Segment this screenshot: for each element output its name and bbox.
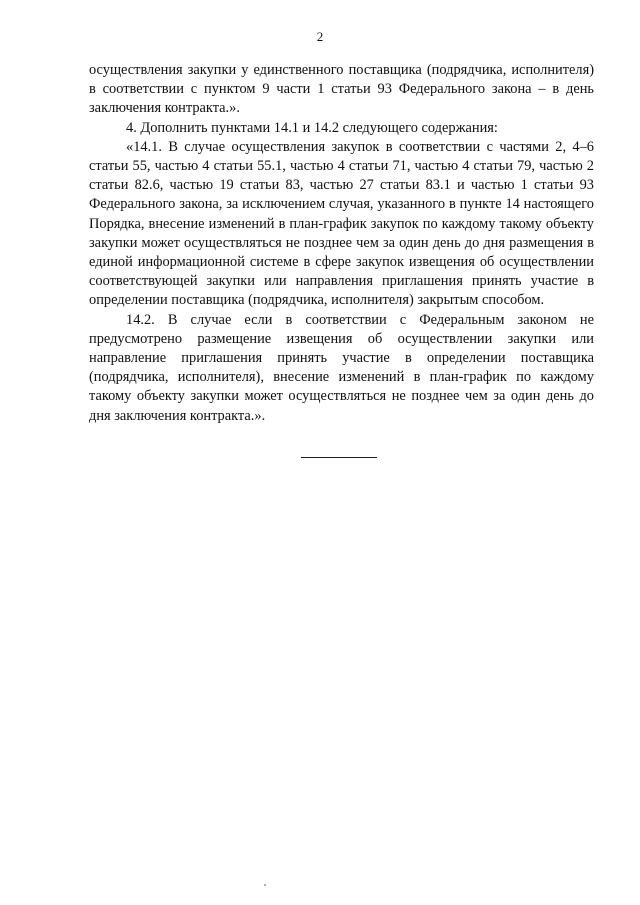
paragraph-continuation: осуществления закупки у единственного поставщика (подрядчика, исполнителя) в соответствии с пунктом 9 части 1 статьи 93 Федерального закона – в день заключения контракта.». xyxy=(89,62,594,117)
scan-speck xyxy=(264,884,266,886)
paragraph-14-2: 14.2. В случае если в соответствии с Федеральным законом не предусмотрено размещение извещения об осуществлении закупки или направление приглашения принять участие в определении поставщика (подрядчика, исполнителя), внесение изменений в план-график по каждому такому объекту закупки может осуществляться не позднее чем за один день до дня заключения контракта.». xyxy=(89,311,594,424)
end-divider-line xyxy=(301,457,377,458)
paragraph-14-1: «14.1. В случае осуществления закупок в соответствии с частями 2, 4–6 статьи 55, частью 4 статьи 55.1, частью 4 статьи 71, частью 4 статьи 79, частью 2 статьи 82.6, частью 19 статьи 83, частью 27 статьи 83.1 и частью 1 статьи 93 Федерального закона, за исключением случая, указанного в пункте 14 настоящего Порядка, внесение изменений в план-график закупок по каждому такому объекту закупки может осуществляться не позднее чем за один день до дня размещения в единой информационной системе в сфере закупок извещения об осуществлении соответствующей закупки или направления приглашения принять участие в определении поставщика (подрядчика, исполнителя) закрытым способом. xyxy=(89,138,594,309)
page-number: 2 xyxy=(316,29,324,44)
document-body xyxy=(89,61,594,426)
paragraph-item-4: 4. Дополнить пунктами 14.1 и 14.2 следующего содержания: xyxy=(126,119,498,136)
